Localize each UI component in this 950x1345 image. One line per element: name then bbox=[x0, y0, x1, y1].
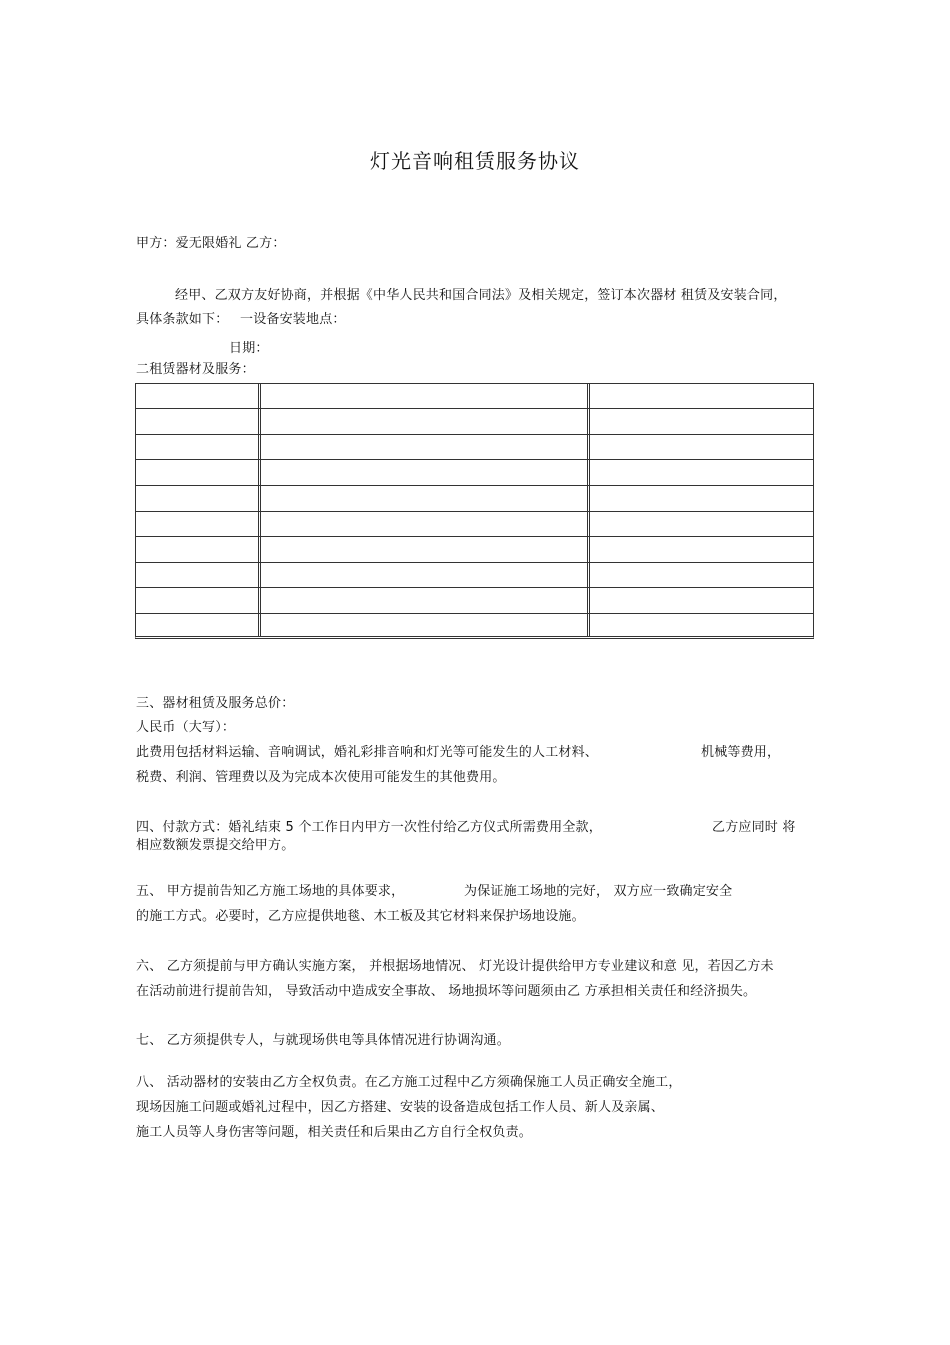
intro-line-1: 经甲、乙双方友好协商，并根据《中华人民共和国合同法》及相关规定，签订本次器材 租赁及安装合同， bbox=[175, 288, 787, 303]
table-column-divider bbox=[587, 384, 590, 636]
section-8-line-1: 八、 活动器材的安装由乙方全权负责。在乙方施工过程中乙方须确保施工人员正确安全施工， bbox=[136, 1075, 682, 1090]
section-4-line-1: 四、付款方式：婚礼结束 5 个工作日内甲方一次性付给乙方仪式所需费用全款， bbox=[136, 820, 602, 835]
section-5-line-1-end: 为保证施工场地的完好， 双方应一致确定安全 bbox=[464, 884, 733, 899]
parties-line: 甲方：爱无限婚礼 乙方： bbox=[136, 236, 286, 251]
document-title: 灯光音响租赁服务协议 bbox=[370, 149, 580, 173]
table-row-divider bbox=[136, 434, 813, 435]
intro-line-2-terms: 具体条款如下： bbox=[136, 312, 229, 327]
section-6-line-2: 在活动前进行提前告知， 导致活动中造成安全事故、 场地损坏等问题须由乙 方承担相关责任和经济损失。 bbox=[136, 984, 757, 999]
table-row-divider bbox=[136, 408, 813, 409]
table-row-divider bbox=[136, 459, 813, 460]
table-column-divider bbox=[258, 384, 261, 636]
section-8-line-3: 施工人员等人身伤害等问题，相关责任和后果由乙方自行全权负责。 bbox=[136, 1125, 533, 1140]
rental-equipment-table bbox=[135, 383, 814, 639]
section-3-line-1-end: 机械等费用， bbox=[701, 745, 781, 760]
table-row-divider bbox=[136, 511, 813, 512]
table-row-divider bbox=[136, 485, 813, 486]
section-7-line-1: 七、 乙方须提供专人，与就现场供电等具体情况进行协调沟通。 bbox=[136, 1033, 510, 1048]
section-6-line-1: 六、 乙方须提前与甲方确认实施方案， 并根据场地情况、 灯光设计提供给甲方专业建议和意 见，若因乙方未 bbox=[136, 959, 774, 974]
table-row-divider bbox=[136, 587, 813, 588]
section-3-line-1: 此费用包括材料运输、音响调试，婚礼彩排音响和灯光等可能发生的人工材料、 bbox=[136, 745, 599, 760]
section-4-line-1-end: 乙方应同时 将 bbox=[712, 820, 796, 835]
section-3-heading: 三、器材租赁及服务总价： bbox=[136, 696, 295, 711]
table-row-divider bbox=[136, 613, 813, 614]
section-5-line-2: 的施工方式。必要时，乙方应提供地毯、木工板及其它材料来保护场地设施。 bbox=[136, 909, 585, 924]
date-label: 日期： bbox=[229, 341, 269, 356]
section-5-line-1: 五、 甲方提前告知乙方施工场地的具体要求， bbox=[136, 884, 405, 899]
install-location-label: 一设备安装地点： bbox=[240, 312, 346, 327]
table-row-divider bbox=[136, 536, 813, 537]
section-4-line-2: 相应数额发票提交给甲方。 bbox=[136, 838, 295, 853]
section-3-line-2: 税费、利润、管理费以及为完成本次使用可能发生的其他费用。 bbox=[136, 770, 506, 785]
section-2-heading: 二租赁器材及服务： bbox=[136, 362, 255, 377]
table-row-divider bbox=[136, 562, 813, 563]
rmb-amount-label: 人民币（大写）： bbox=[136, 720, 236, 735]
section-8-line-2: 现场因施工问题或婚礼过程中，因乙方搭建、安装的设备造成包括工作人员、新人及亲属、 bbox=[136, 1100, 665, 1115]
